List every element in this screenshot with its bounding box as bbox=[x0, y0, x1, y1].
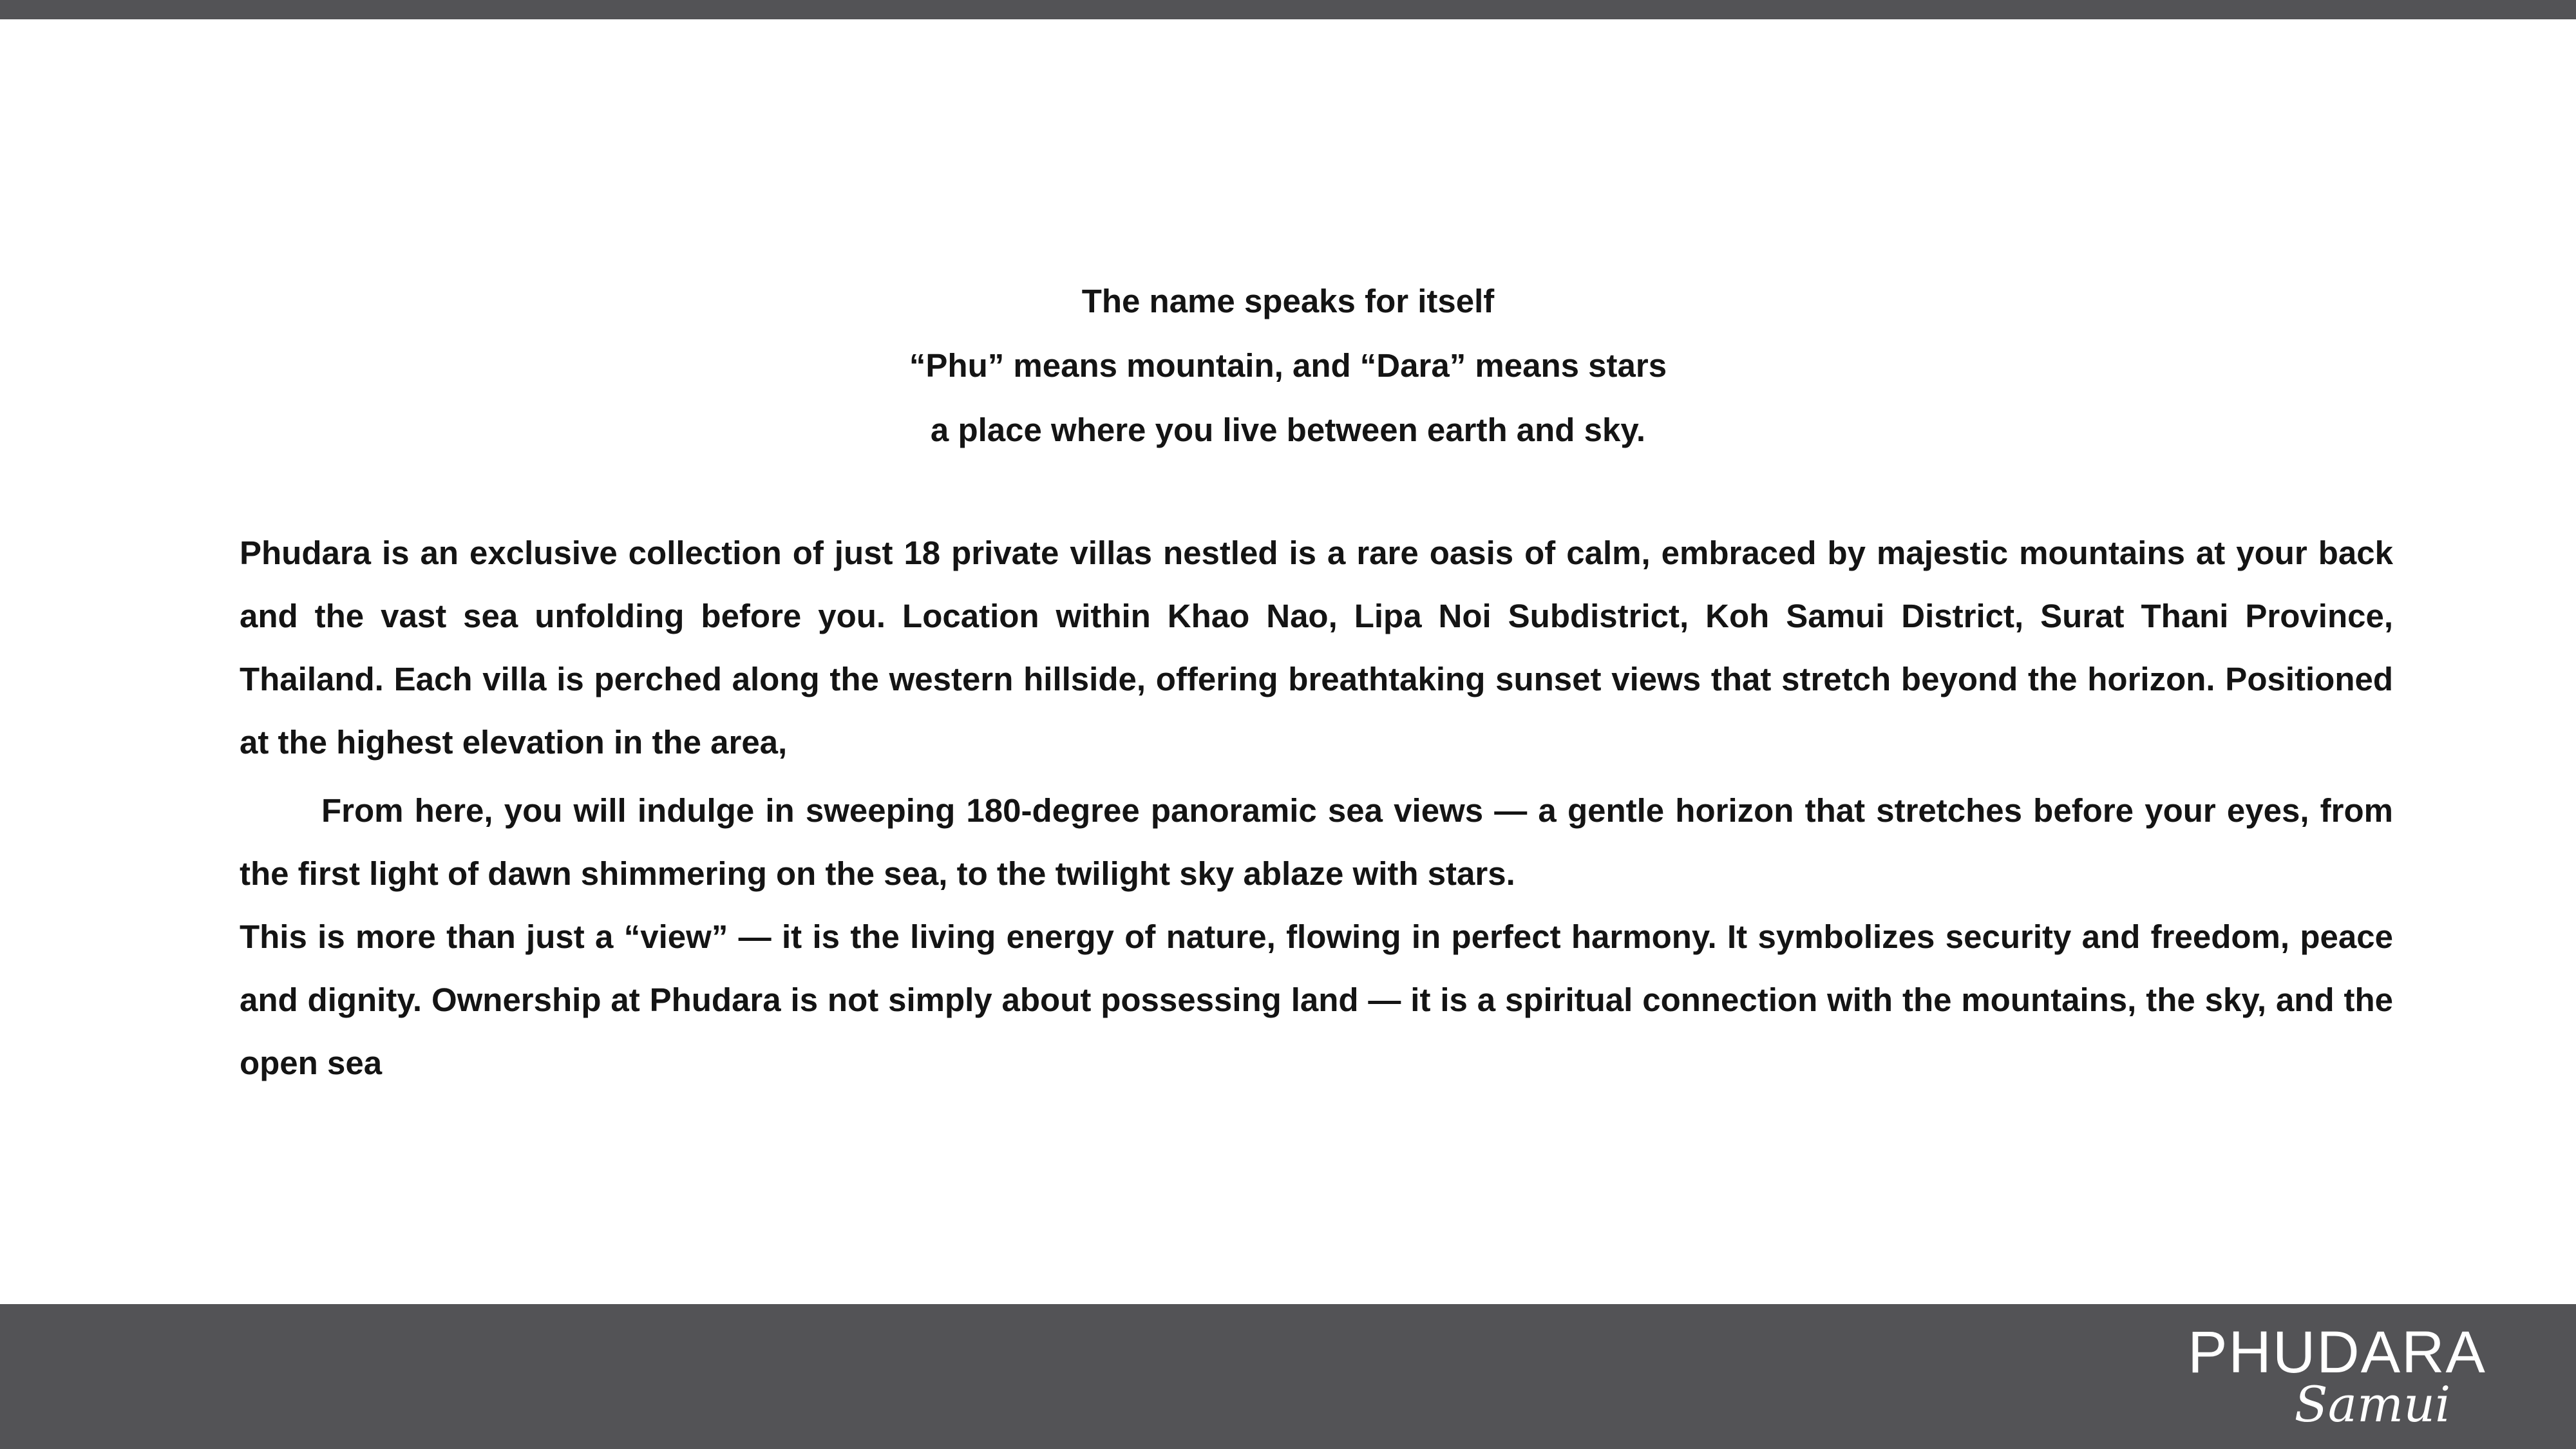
paragraph-1: Phudara is an exclusive collection of just 18 private villas nestled is a rare oasis of calm, embraced by majestic mountains at your back and the vast sea unfolding before you. Location within Khao Nao, Lipa Noi Subdistrict, Koh Samui District, Surat Thani Province, Thailand. Each villa is perched along the western hillside, offering breathtaking sunset views that stretch beyond the horizon. Positioned at the highest elevation in the area, bbox=[240, 535, 2393, 761]
heading-line-3: a place where you live between earth and sky. bbox=[930, 412, 1646, 448]
brand-logo bbox=[2173, 1320, 2501, 1433]
logo-wordmark: PHUDARA bbox=[2188, 1320, 2486, 1385]
heading-line-2: “Phu” means mountain, and “Dara” means stars bbox=[909, 347, 1667, 384]
logo-script: Samui bbox=[2294, 1376, 2451, 1433]
body-text bbox=[240, 522, 2393, 1095]
paragraph-3: This is more than just a “view” — it is the living energy of nature, flowing in perfect harmony. It symbolizes security and freedom, peace and dignity. Ownership at Phudara is not simply about possessing land — it is a spiritual connection with the mountains, the sky, and the open sea bbox=[240, 918, 2393, 1081]
heading-line-1: The name speaks for itself bbox=[1081, 283, 1495, 319]
top-bar bbox=[0, 0, 2576, 19]
paragraph-2: From here, you will indulge in sweeping 180-degree panoramic sea views — a gentle horizon that stretches before your eyes, from the first light of dawn shimmering on the sea, to the twilight sky ablaze with stars. bbox=[240, 792, 2393, 892]
heading-block bbox=[0, 269, 2576, 462]
